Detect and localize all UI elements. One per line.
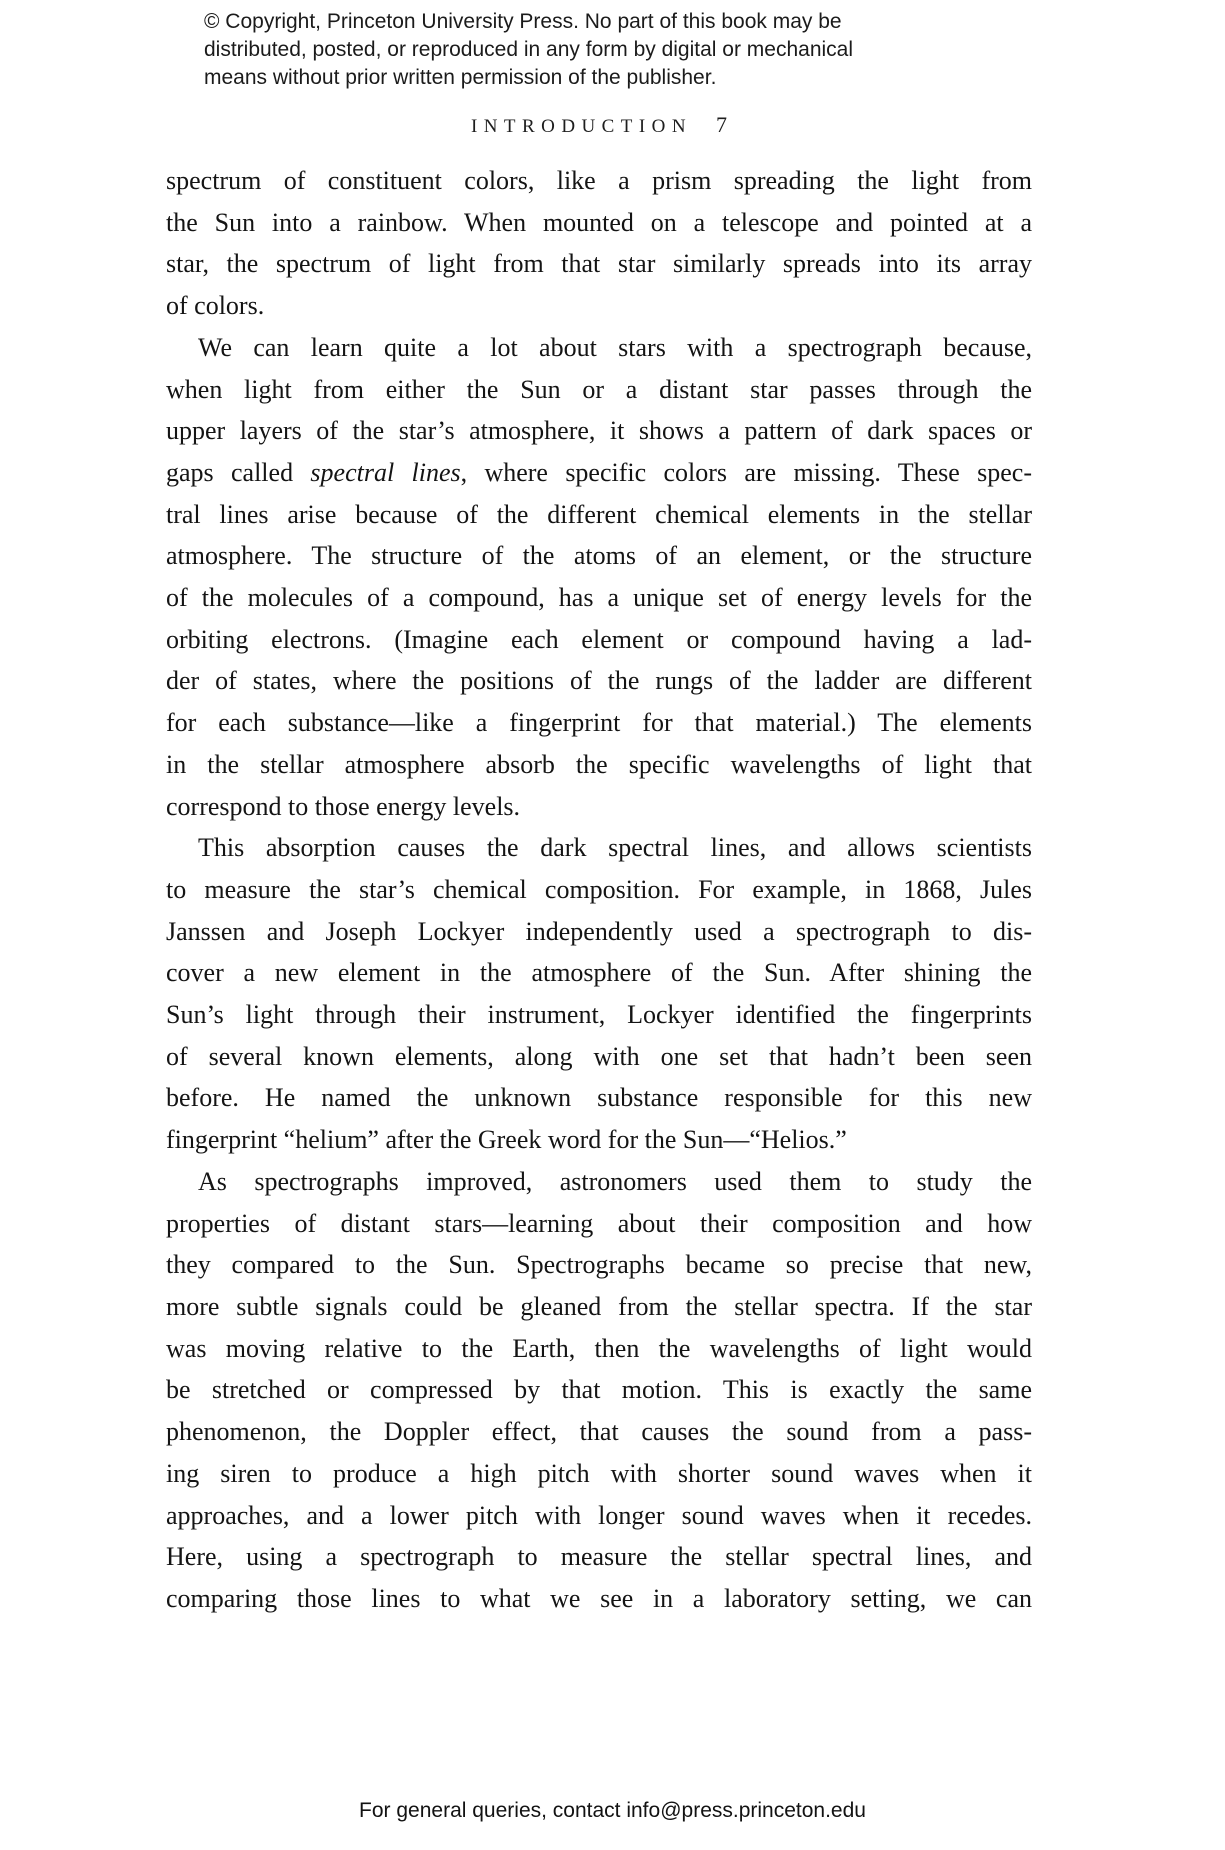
text-line: fingerprint “helium” after the Greek word for the Sun—“Helios.” [166,1125,847,1155]
body-text [166,160,1032,1620]
copyright-line: distributed, posted, or reproduced in any form by digital or mechanical [204,38,854,61]
copyright-notice [204,8,984,92]
text-line: the Sun into a rainbow. When mounted on a telescope and pointed at a [166,207,1032,237]
text-line: orbiting electrons. (Imagine each element or compound having a lad- [166,624,1032,654]
text-line: atmosphere. The structure of the atoms of an element, or the structure [166,541,1032,571]
text-line: comparing those lines to what we see in a laboratory setting, we can [166,1583,1032,1613]
text-line: This absorption causes the dark spectral lines, and allows scientists [198,833,1032,863]
text-line: of the molecules of a compound, has a unique set of energy levels for the [166,583,1032,613]
text-line: Sun’s light through their instrument, Lockyer identified the fingerprints [166,1000,1032,1030]
text-line: of several known elements, along with one set that hadn’t been seen [166,1041,1032,1071]
text-line: properties of distant stars—learning about their composition and how [166,1208,1032,1238]
copyright-line: © Copyright, Princeton University Press. No part of this book may be [204,10,842,33]
text-line: We can learn quite a lot about stars with a spectrograph because, [198,332,1032,362]
copyright-line: means without prior written permission of the publisher. [204,66,717,89]
text-line: in the stellar atmosphere absorb the specific wavelengths of light that [166,749,1032,779]
text-line: der of states, where the positions of the rungs of the ladder are different [166,666,1032,696]
running-head-title: INTRODUCTION [470,116,693,137]
text-line: upper layers of the star’s atmosphere, it shows a pattern of dark spaces or [166,416,1032,446]
text-line: more subtle signals could be gleaned from the stellar spectra. If the star [166,1291,1032,1321]
text-line: Janssen and Joseph Lockyer independently used a spectrograph to dis- [166,916,1032,946]
text-line: was moving relative to the Earth, then the wavelengths of light would [166,1333,1032,1363]
footer-text: For general queries, contact info@press.princeton.edu [359,1799,866,1822]
text-line: approaches, and a lower pitch with longer sound waves when it recedes. [166,1500,1032,1530]
text-line: to measure the star’s chemical composition. For example, in 1868, Jules [166,874,1032,904]
text-line: ing siren to produce a high pitch with shorter sound waves when it [166,1458,1032,1488]
paragraph [166,827,1032,1161]
page-number: 7 [716,112,728,137]
text-line: for each substance—like a fingerprint for that material.) The elements [166,708,1032,738]
text-line: As spectrographs improved, astronomers used them to study the [198,1166,1032,1196]
text-line: be stretched or compressed by that motion. This is exactly the same [166,1375,1032,1405]
text-line: star, the spectrum of light from that star similarly spreads into its array [166,249,1032,279]
paragraph [166,327,1032,827]
paragraph [166,160,1032,327]
running-head [166,112,1032,138]
footer-contact [0,1797,1225,1825]
paragraph [166,1161,1032,1620]
text-line: gaps called spectral lines, where specific colors are missing. These spec- [166,457,1032,487]
text-line: phenomenon, the Doppler effect, that causes the sound from a pass- [166,1417,1032,1447]
text-line: when light from either the Sun or a distant star passes through the [166,374,1032,404]
text-line: they compared to the Sun. Spectrographs became so precise that new, [166,1250,1032,1280]
text-line: Here, using a spectrograph to measure the stellar spectral lines, and [166,1542,1032,1572]
text-line: spectrum of constituent colors, like a prism spreading the light from [166,166,1032,195]
text-line: cover a new element in the atmosphere of the Sun. After shining the [166,958,1032,988]
text-line: before. He named the unknown substance responsible for this new [166,1083,1032,1113]
text-line: of colors. [166,291,265,321]
text-line: tral lines arise because of the different chemical elements in the stellar [166,499,1032,529]
text-line: correspond to those energy levels. [166,791,521,821]
